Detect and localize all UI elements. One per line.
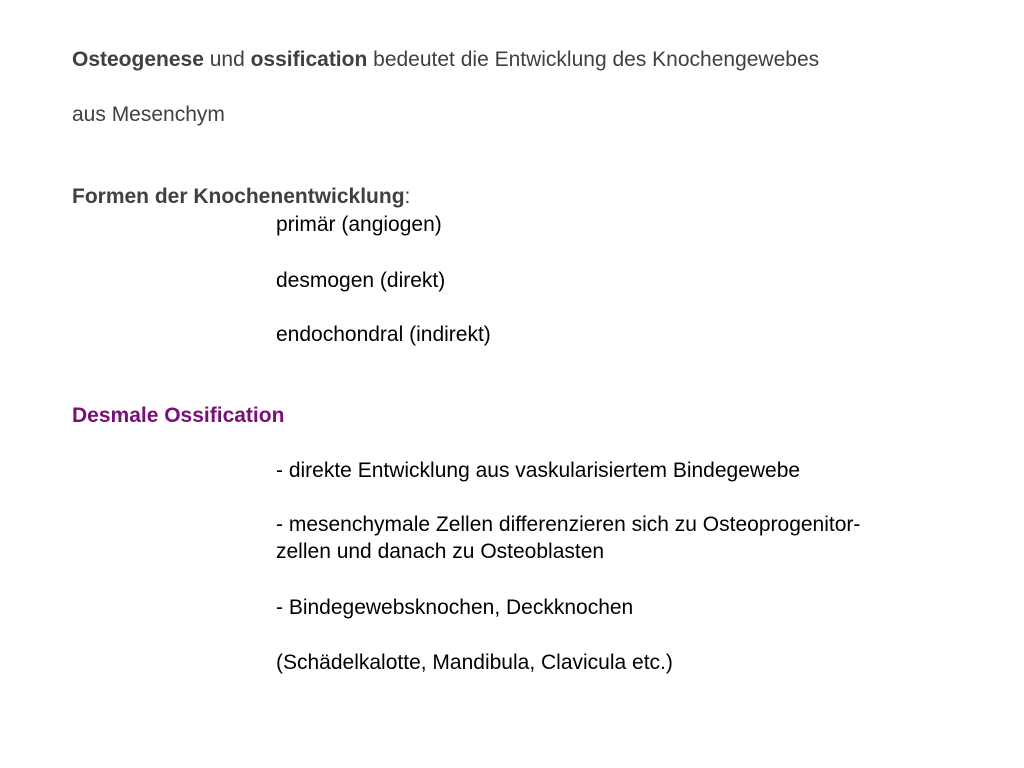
intro-line-1 (72, 47, 819, 73)
desmal-heading: Desmale Ossification (72, 404, 285, 427)
desmal-point-4: (Schädelkalotte, Mandibula, Clavicula etc.) (276, 651, 673, 674)
forms-heading-line (72, 184, 410, 210)
intro-line-2: aus Mesenchym (72, 103, 225, 126)
desmal-point-1: - direkte Entwicklung aus vaskularisiertem Bindegewebe (276, 459, 801, 482)
forms-item-primaer: primär (angiogen) (276, 213, 442, 236)
intro-rest: bedeutet die Entwicklung des Knochengewebes (367, 48, 820, 71)
desmal-point-2a: - mesenchymale Zellen differenzieren sich zu Osteoprogenitor- (276, 513, 861, 536)
desmal-point-2b: zellen und danach zu Osteoblasten (276, 540, 605, 563)
forms-item-desmogen: desmogen (direkt) (276, 269, 446, 292)
term-ossification: ossification (250, 48, 368, 71)
desmal-point-3: - Bindegewebsknochen, Deckknochen (276, 596, 634, 619)
forms-item-endochondral: endochondral (indirekt) (276, 323, 491, 346)
intro-connector: und (203, 48, 251, 71)
forms-colon: : (404, 185, 411, 208)
forms-heading: Formen der Knochenentwicklung (72, 185, 405, 208)
term-osteogenese: Osteogenese (72, 48, 204, 71)
